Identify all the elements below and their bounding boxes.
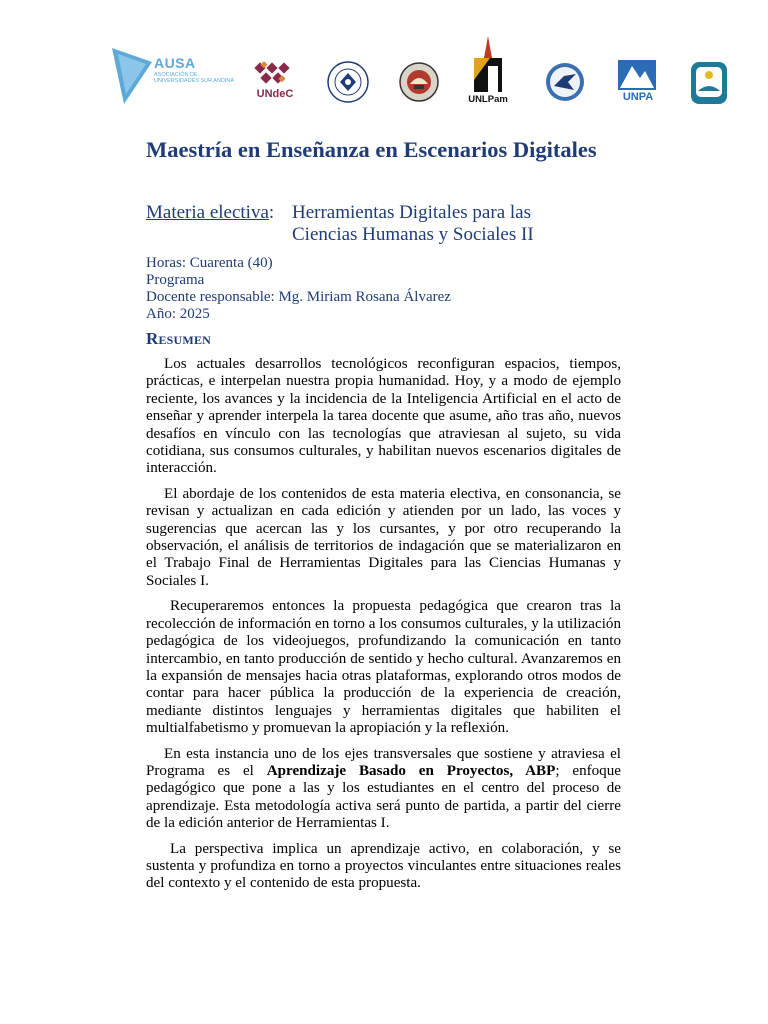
subject-line (146, 202, 534, 245)
unpa-emblem-icon (618, 60, 656, 90)
subject-value: Herramientas Digitales para las Ciencias Humanas y Sociales II (292, 202, 534, 245)
subject-label: Materia electiva (146, 202, 269, 223)
hours-line: Horas: Cuarenta (40) (146, 255, 273, 271)
page-title: Maestría en Enseñanza en Escenarios Digitales (146, 137, 597, 162)
unpa-logo (618, 60, 658, 108)
subject-colon: : (268, 202, 275, 223)
paragraph: Recuperaremos entonces la propuesta pedagógica que crearon tras la recolección de información en torno a los consumos culturales, y la utilización pedagógica de los videojuegos, profundizando la comunicación en tanto intercambio, en tanto producción de sentido y hecho cultural. Avanzaremos en la expansión de mensajes hacia otras plataformas, explorando otros modos de contar para hacer pública la producción de la experiencia de creación, mediante distintos lenguajes y herramientas digitales que habiliten el multialfabetismo y promuevan la apropiación y la reflexión. (146, 598, 621, 737)
undec-logo (252, 60, 298, 108)
section-heading: Resumen (146, 329, 212, 348)
university-seal-1 (326, 60, 370, 104)
university-shield (690, 61, 728, 105)
summary-body (146, 356, 621, 901)
shield-icon (690, 61, 728, 105)
paragraph: La perspectiva implica un aprendizaje activo, en colaboración, y se sustenta y profundiza en torno a proyectos vinculantes entre situaciones reales del contexto y el contenido de esta propuesta. (146, 840, 621, 892)
unlpam-name: UNLPam (468, 94, 508, 105)
unlpam-logo (468, 36, 508, 108)
year-line: Año: 2025 (146, 306, 210, 322)
ausa-emblem-icon (112, 48, 154, 108)
course-meta (146, 255, 451, 323)
seal-icon (544, 60, 586, 104)
undec-emblem-icon (252, 60, 296, 90)
seal-icon (398, 60, 440, 104)
seal-icon (326, 60, 370, 104)
university-seal-3 (544, 60, 586, 104)
partner-logos (110, 34, 730, 108)
paragraph: Los actuales desarrollos tecnológicos reconfiguran espacios, tiempos, prácticas, e interpelan nuestra propia humanidad. Hoy, y a modo de ejemplo reciente, los avances y la incidencia de la Inteligencia Artificial en el acto de enseñar y aprender interpela la tarea docente que asume, año tras año, nuevos desafíos en vínculo con las tecnologías que atraviesan al sujeto, su vida cotidiana, sus consumos culturales, y habilitan nuevos escenarios digitales de interacción. (146, 356, 621, 477)
paragraph-text: En esta instancia uno de los ejes transversales que sostiene y atraviesa el Programa es el (146, 745, 621, 779)
teacher-line: Docente responsable: Mg. Miriam Rosana Álvarez (146, 289, 451, 305)
paragraph-abp (146, 746, 621, 833)
paragraph-text: ; enfoque pedagógico que pone a las y los estudiantes en el centro del proceso de aprendizaje. Esta metodología activa será punto de partida, a partir del cierre de la edición anterior de Herramientas I. (146, 762, 621, 832)
unlpam-emblem-icon (468, 36, 506, 94)
unpa-name: UNPA (622, 91, 654, 103)
abp-highlight: Aprendizaje Basado en Proyectos, ABP (266, 762, 556, 779)
paragraph: El abordaje de los contenidos de esta materia electiva, en consonancia, se revisan y actualizan en cada edición y atienden por un lado, las voces y sugerencias que acercan las y los cursantes, y por otro recuperando la observación, el análisis de territorios de indagación que se materializaron en el Trabajo Final de Herramientas Digitales para las Ciencias Humanas y Sociales I. (146, 485, 621, 589)
ausa-name: AUSA (154, 55, 196, 71)
ausa-logo (110, 34, 250, 108)
program-line: Programa (146, 272, 205, 288)
ausa-subtitle: ASOCIACIÓN DE UNIVERSIDADES SUR ANDINA (154, 72, 235, 85)
university-seal-2 (398, 60, 440, 104)
undec-name: UNdeC (256, 88, 294, 100)
